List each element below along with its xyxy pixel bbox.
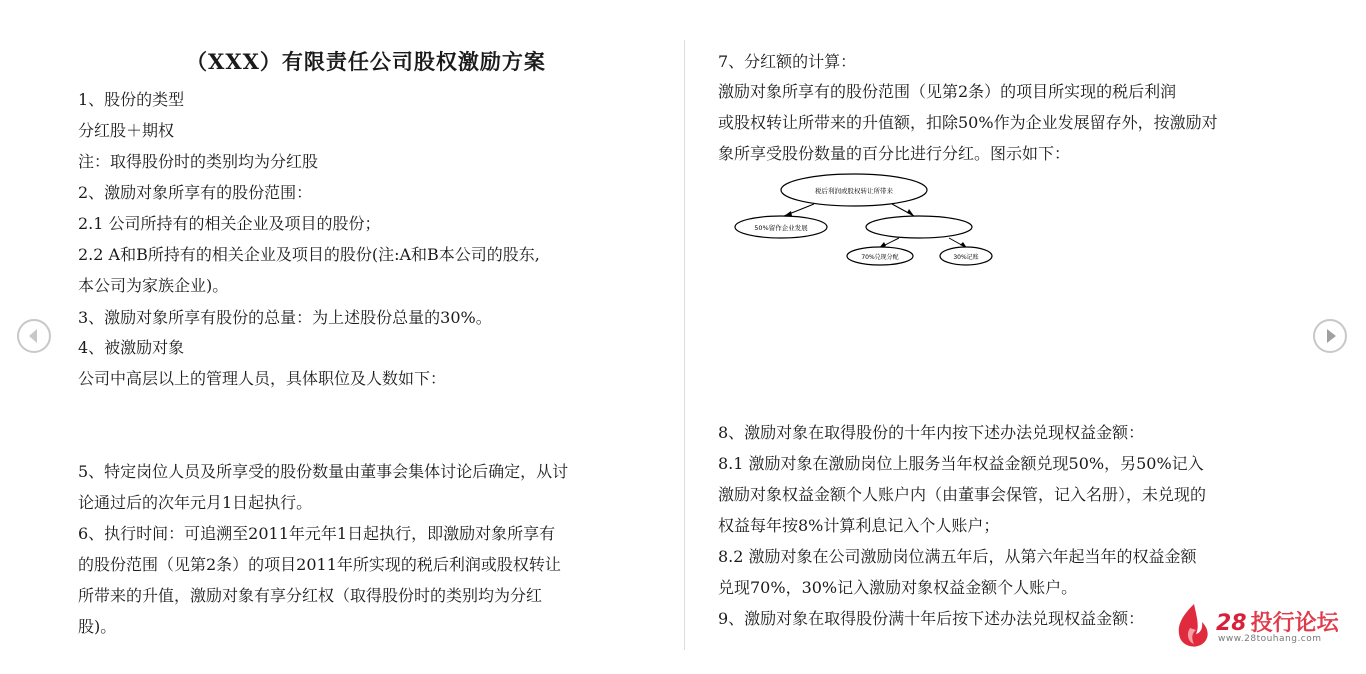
- left-line: 分红股＋期权: [78, 121, 175, 140]
- left-line: 2.1 公司所持有的相关企业及项目的股份；: [78, 214, 381, 233]
- diagram-label-left: 50%留作企业发展: [754, 224, 808, 232]
- left-line: 本公司为家族企业)。: [78, 276, 229, 295]
- left-line: 6、执行时间：可追溯至2011年元年1日起执行，即激励对象所享有: [78, 524, 556, 543]
- right-line: 8、激励对象在取得股份的十年内按下述办法兑现权益金额：: [718, 423, 1145, 442]
- left-line: 公司中高层以上的管理人员，具体职位及人数如下：: [78, 369, 447, 388]
- prev-page-button[interactable]: [17, 319, 51, 353]
- left-line: 2.2 A和B所持有的相关企业及项目的股份(注:A和B本公司的股东,: [78, 245, 540, 264]
- left-line: 论通过后的次年元月1日起执行。: [78, 493, 313, 512]
- left-line: 4、被激励对象: [78, 338, 185, 357]
- left-line: 所带来的升值，激励对象有享分红权（取得股份时的类别均为分红: [78, 586, 543, 605]
- logo-text: [1216, 606, 1339, 637]
- right-line: 兑现70%，30%记入激励对象权益金额个人账户。: [718, 578, 1078, 597]
- left-line: 注：取得股份时的类别均为分红股: [78, 152, 319, 171]
- diagram-label-bottom-right: 30%记账: [953, 254, 979, 261]
- document-title: （XXX）有限责任公司股权激励方案: [186, 49, 546, 74]
- right-line: 7、分红额的计算：: [718, 52, 857, 71]
- left-line: 股)。: [78, 617, 117, 636]
- left-line: 2、激励对象所享有的股份范围：: [78, 183, 313, 202]
- right-line: 权益每年按8%计算利息记入个人账户；: [718, 516, 1000, 535]
- left-line: 3、激励对象所享有股份的总量：为上述股份总量的30%。: [78, 308, 492, 327]
- chevron-left-icon: [19, 321, 49, 351]
- diagram-node-right: [866, 216, 972, 238]
- diagram-label-top: 税后利润或股权转让所带来: [815, 187, 893, 195]
- next-page-button[interactable]: [1313, 319, 1347, 353]
- play-right-icon: [1315, 321, 1345, 351]
- profit-distribution-diagram: [734, 172, 996, 268]
- flame-icon: [1179, 604, 1208, 647]
- right-line: 象所享受股份数量的百分比进行分红。图示如下：: [718, 144, 1071, 163]
- right-line: 激励对象所享有的股份范围（见第2条）的项目所实现的税后利润: [718, 82, 1177, 101]
- right-line: 8.2 激励对象在公司激励岗位满五年后，从第六年起当年的权益金额: [718, 547, 1197, 566]
- logo-name: 投行论坛: [1250, 611, 1339, 636]
- logo-number: 28: [1216, 611, 1247, 636]
- right-line: 激励对象权益金额个人账户内（由董事会保管，记入名册），未兑现的: [718, 485, 1207, 504]
- left-line: 1、股份的类型: [78, 90, 185, 109]
- left-line: 的股份范围（见第2条）的项目2011年所实现的税后利润或股权转让: [78, 555, 561, 574]
- diagram-label-bottom-left: 70%兑现分配: [861, 254, 899, 261]
- right-line: 8.1 激励对象在激励岗位上服务当年权益金额兑现50%，另50%记入: [718, 454, 1204, 473]
- right-line: 9、激励对象在取得股份满十年后按下述办法兑现权益金额：: [718, 609, 1145, 628]
- logo-url: www.28touhang.com: [1218, 634, 1322, 644]
- page-divider: [684, 40, 685, 650]
- right-line: 或股权转让所带来的升值额，扣除50%作为企业发展留存外，按激励对: [718, 113, 1218, 132]
- left-line: 5、特定岗位人员及所享受的股份数量由董事会集体讨论后确定，从讨: [78, 462, 569, 481]
